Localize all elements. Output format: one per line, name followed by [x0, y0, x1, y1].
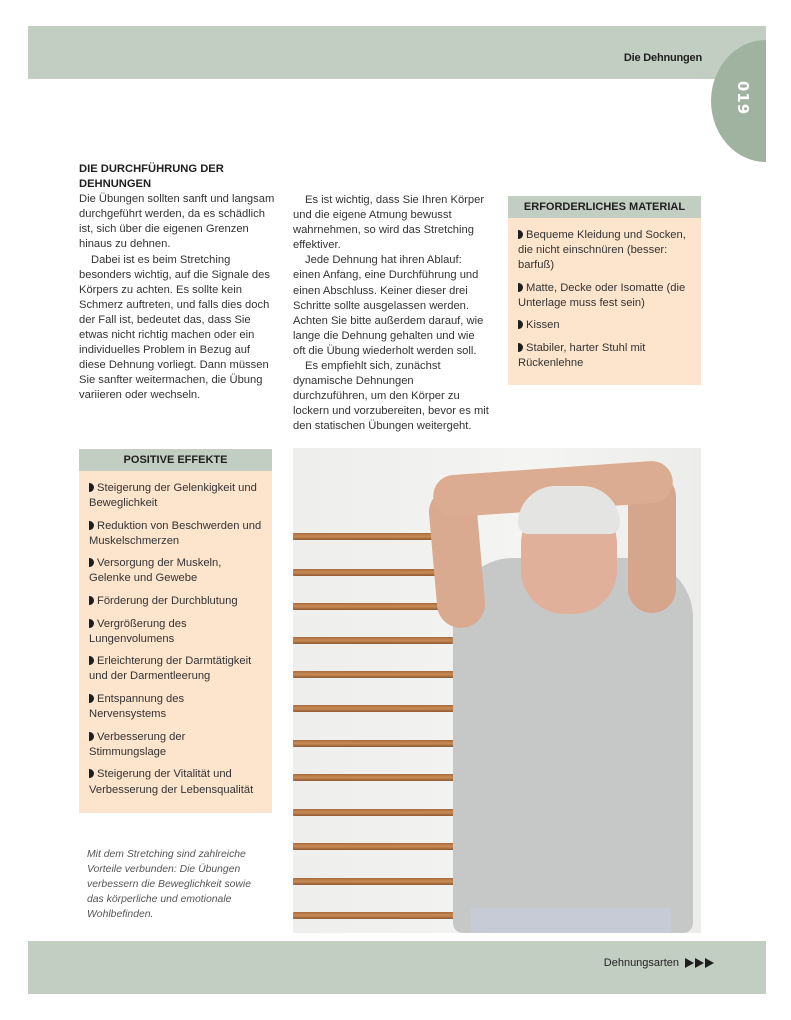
list-item: Kissen [518, 318, 691, 333]
bullet-icon [89, 596, 94, 605]
bullet-icon [89, 694, 94, 703]
section-heading: DIE DURCHFÜHRUNG DER DEHNUNGEN [79, 163, 224, 191]
running-title: Die Dehnungen [623, 52, 702, 64]
wall-bar [293, 637, 453, 644]
bullet-icon [89, 619, 94, 628]
next-section-link[interactable] [604, 957, 714, 969]
list-item: Steigerung der Gelenkigkeit und Beweglichkeit [89, 482, 257, 510]
bullet-icon [518, 320, 523, 329]
wall-bar [293, 603, 448, 610]
triple-arrow-right-icon [685, 958, 714, 968]
person-shorts [471, 908, 671, 933]
wall-bar [293, 533, 443, 540]
effects-box-title: POSITIVE EFFEKTE [79, 449, 272, 471]
list-item: Matte, Decke oder Isomatte (die Unterlage muss fest sein) [518, 281, 686, 309]
next-section-label: Dehnungsarten [603, 957, 679, 969]
material-box [508, 196, 701, 385]
wall-bar [293, 809, 463, 816]
wall-bar [293, 843, 458, 850]
wall-bar [293, 671, 468, 678]
list-item: Vergrößerung des Lungenvolumens [89, 617, 187, 645]
photo-caption: Mit dem Stretching sind zahlreiche Vorteile verbunden: Die Übungen verbessern die Beweglichkeit sowie das körperliche und emotionale Wohlbefinden. [87, 849, 252, 920]
list-item: Stabiler, harter Stuhl mit Rückenlehne [518, 342, 646, 370]
paragraph: Jede Dehnung hat ihren Ablauf: einen Anfang, eine Durchführung und einen Abschluss. Keiner dieser drei Schritte sollte ausgelassen werden. Achten Sie bitte außerdem darauf, wie lange die Dehnung gehalten und wie oft die Übung wiederholt werden soll. [293, 254, 484, 357]
person-hair [518, 486, 620, 534]
wall-bar [293, 912, 458, 919]
list-item: Erleichterung der Darmtätigkeit und der Darmentleerung [89, 655, 252, 683]
wall-bar [293, 774, 468, 781]
page-number: 019 [734, 80, 752, 116]
list-item: Verbesserung der Stimmungslage [89, 730, 186, 758]
article-column-2 [293, 193, 489, 435]
bullet-icon [89, 732, 94, 741]
header-band [28, 26, 766, 79]
article-column-1 [79, 162, 275, 404]
list-item: Steigerung der Vitalität und Verbesserung der Lebensqualität [89, 768, 254, 796]
person-shirt [453, 558, 693, 933]
bullet-icon [518, 283, 523, 292]
footer-band [28, 941, 766, 994]
wall-bar [293, 740, 468, 747]
bullet-icon [89, 656, 94, 665]
paragraph: Die Übungen sollten sanft und langsam durchgeführt werden, da es schädlich ist, sich über die eigenen Grenzen hinaus zu dehnen. [79, 193, 275, 251]
paragraph: Es empfiehlt sich, zunächst dynamische Dehnungen durchzuführen, um den Körper zu lockern und vorzubereiten, bevor es mit den statischen Übungen weitergeht. [293, 360, 489, 433]
wall-bar [293, 878, 458, 885]
list-item: Bequeme Kleidung und Socken, die nicht einschnüren (besser: barfuß) [518, 229, 686, 272]
list-item: Entspannung des Nervensystems [89, 693, 185, 721]
list-item: Reduktion von Beschwerden und Muskelschmerzen [89, 519, 262, 547]
bullet-icon [518, 343, 523, 352]
photo-senior-stretching [293, 448, 701, 933]
effects-box [79, 449, 272, 813]
material-list [508, 218, 701, 383]
list-item: Förderung der Durchblutung [89, 594, 262, 609]
bullet-icon [518, 230, 523, 239]
paragraph: Dabei ist es beim Stretching besonders wichtig, auf die Signale des Körpers zu achten. Es sollte kein Schmerz auftreten, und falls dies doch der Fall ist, bedeutet das, dass Sie etwas nicht richtig machen oder ein individuelles Problem in Bezug auf diese Dehnung vorliegt. Dann müssen Sie sanfter weitermachen, die Übung variieren oder wechseln. [79, 253, 270, 402]
material-box-title: ERFORDERLICHES MATERIAL [508, 196, 701, 218]
effects-list [79, 471, 272, 810]
wall-bar [293, 705, 468, 712]
bullet-icon [89, 521, 94, 530]
paragraph: Es ist wichtig, dass Sie Ihren Körper und die eigene Atmung bewusst wahrnehmen, so wird das Stretching effektiver. [293, 194, 485, 252]
bullet-icon [89, 483, 94, 492]
bullet-icon [89, 769, 94, 778]
wall-bar [293, 569, 443, 576]
bullet-icon [89, 558, 94, 567]
list-item: Versorgung der Muskeln, Gelenke und Gewebe [89, 557, 222, 585]
